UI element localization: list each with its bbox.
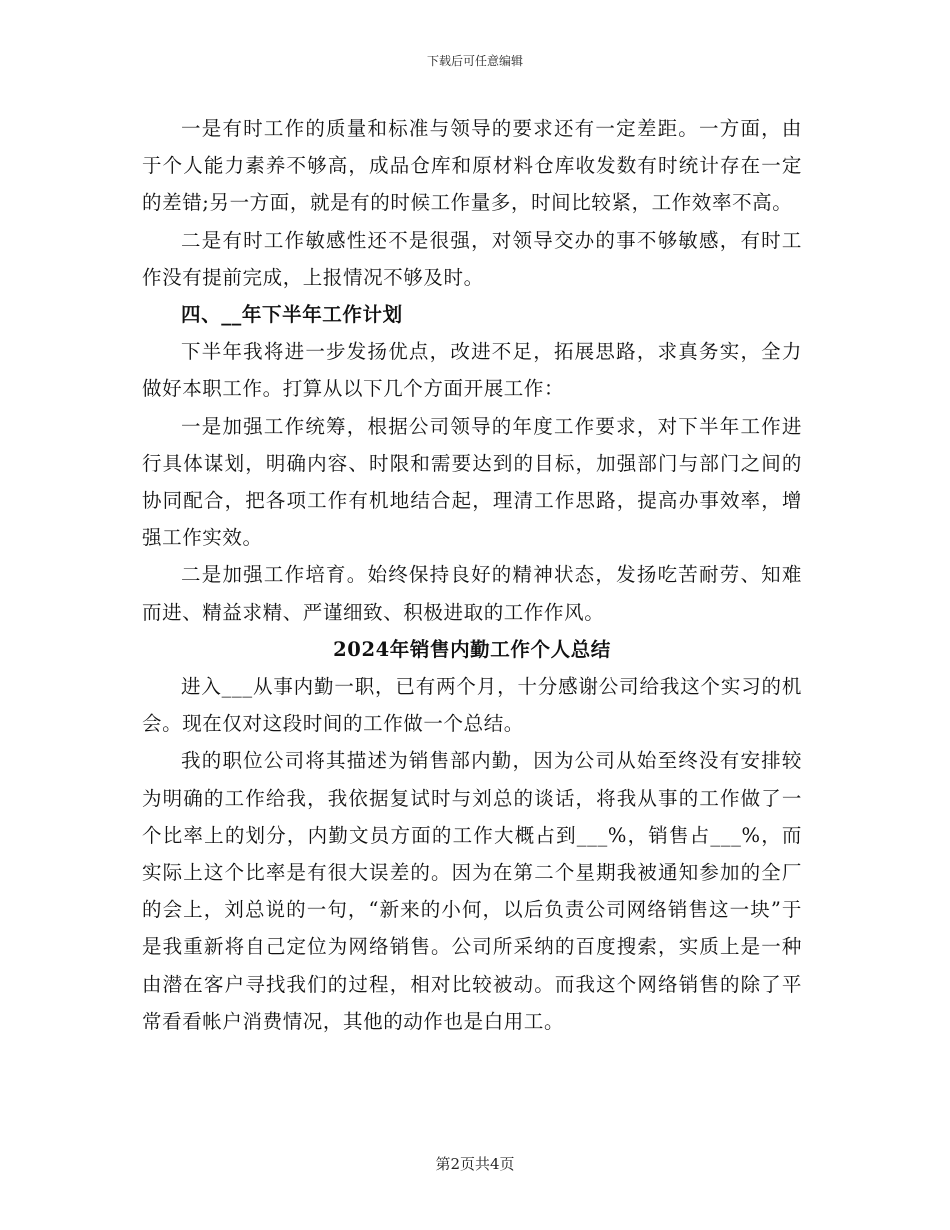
page-number: 第2页共4页	[435, 1155, 515, 1173]
paragraph-4: 一是加强工作统筹，根据公司领导的年度工作要求，对下半年工作进行具体谋划，明确内容、时限和需要达到的目标，加强部门与部门之间的协同配合，把各项工作有机地结合起，理清工作思路，提高办事效率，增强工作实效。	[142, 414, 802, 550]
document-body	[142, 110, 802, 1040]
paragraph-3: 下半年我将进一步发扬优点，改进不足，拓展思路，求真务实，全力做好本职工作。打算从以下几个方面开展工作：	[142, 340, 802, 401]
page-header: 下载后可任意编辑	[426, 54, 523, 68]
paragraph-5: 二是加强工作培育。始终保持良好的精神状态，发扬吃苦耐劳、知难而进、精益求精、严谨细致、积极进取的工作作风。	[142, 563, 802, 624]
paragraph-7: 我的职位公司将其描述为销售部内勤，因为公司从始至终没有安排较为明确的工作给我，我依据复试时与刘总的谈话，将我从事的工作做了一个比率上的划分，内勤文员方面的工作大概占到___%，销售占___%，而实际上这个比率是有很大误差的。因为在第二个星期我被通知参加的全厂的会上，刘总说的一句，“新来的小何，以后负责公司网络销售这一块”于是我重新将自己定位为网络销售。公司所采纳的百度搜索，实质上是一种由潜在客户寻找我们的过程，相对比较被动。而我这个网络销售的除了平常看看帐户消费情况，其他的动作也是白用工。	[142, 749, 802, 1033]
paragraph-1: 一是有时工作的质量和标准与领导的要求还有一定差距。一方面，由于个人能力素养不够高，成品仓库和原材料仓库收发数有时统计存在一定的差错;另一方面，就是有的时候工作量多，时间比较紧，工作效率不高。	[142, 117, 802, 215]
section-heading: 四、__年下半年工作计划	[181, 303, 403, 327]
document-title: 2024年销售内勤工作个人总结	[333, 637, 611, 661]
paragraph-2: 二是有时工作敏感性还不是很强，对领导交办的事不够敏感，有时工作没有提前完成，上报情况不够及时。	[142, 228, 802, 289]
paragraph-6: 进入___从事内勤一职，已有两个月，十分感谢公司给我这个实习的机会。现在仅对这段时间的工作做一个总结。	[142, 675, 802, 736]
